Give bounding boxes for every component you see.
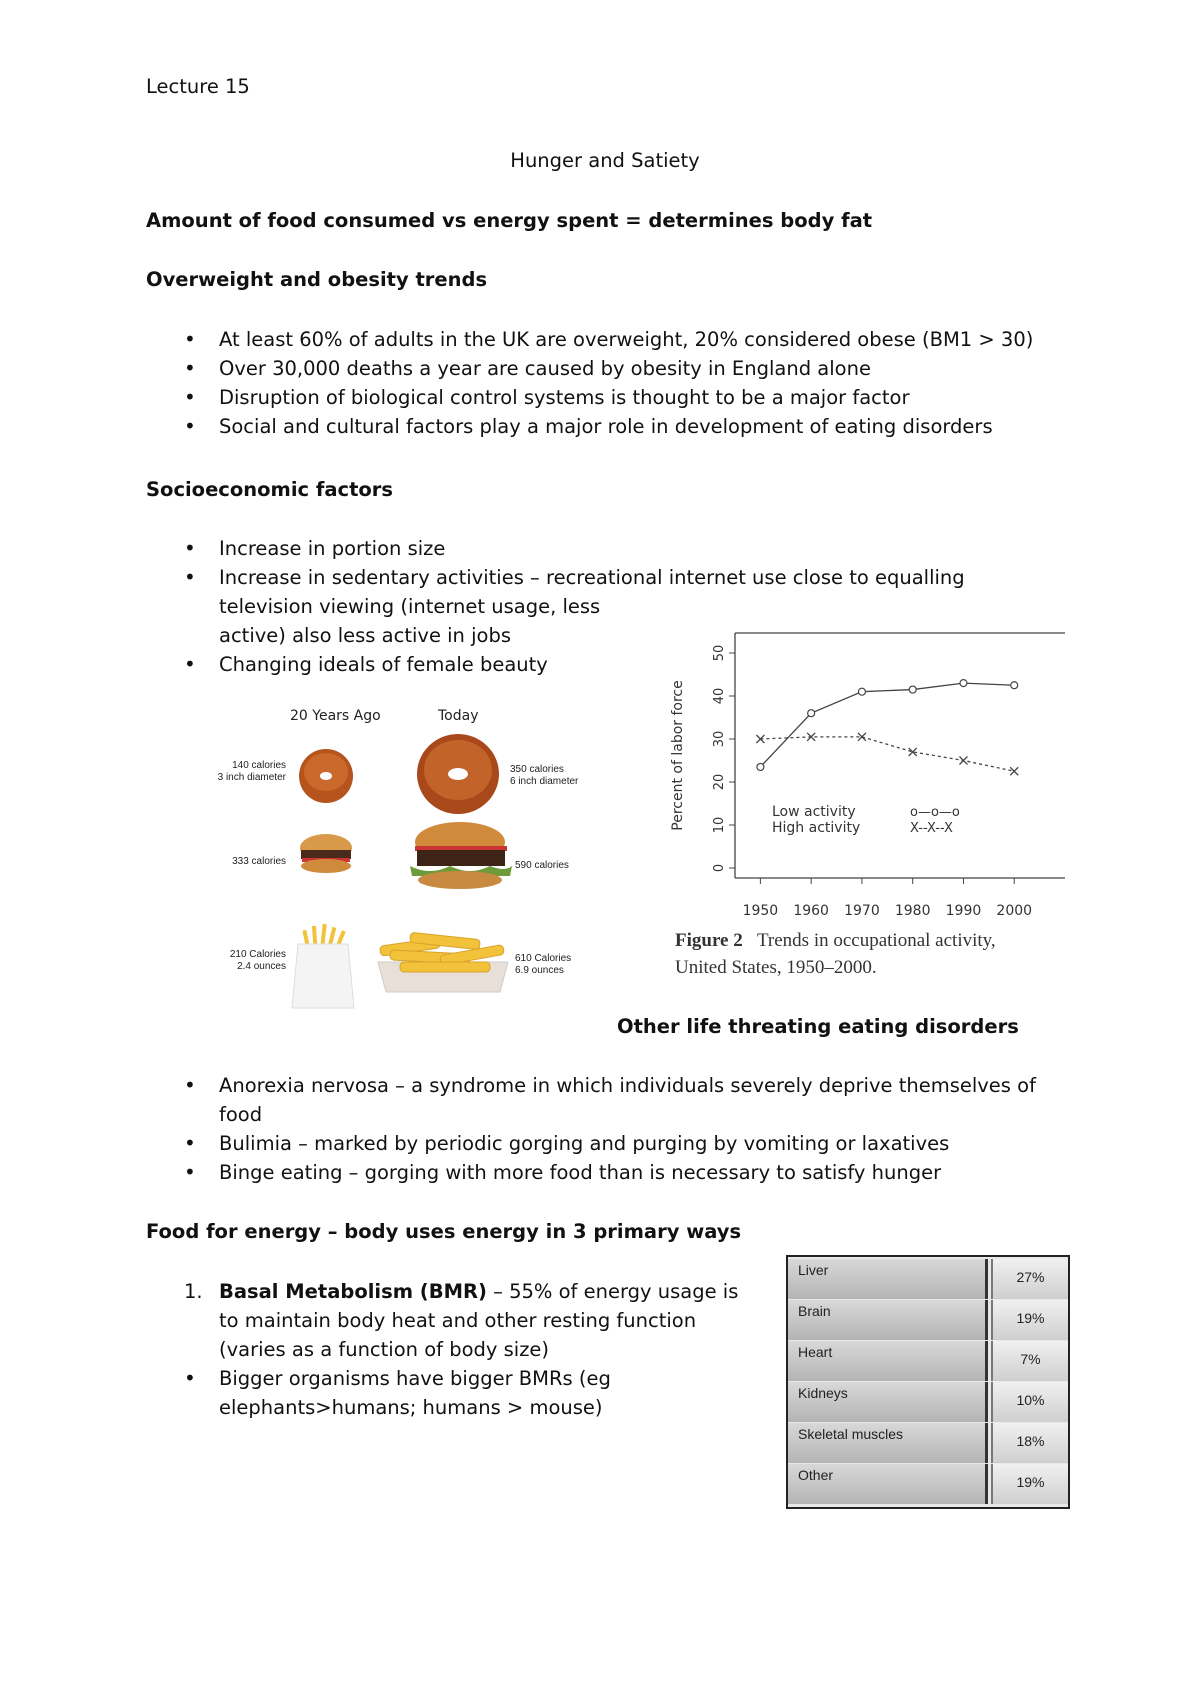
fries-now-caption <box>515 953 571 977</box>
y-tick-label: 10 <box>712 816 727 834</box>
organ-name: Kidneys <box>788 1382 988 1422</box>
food-header-then: 20 Years Ago <box>290 708 381 724</box>
legend-symbol: X--X--X <box>910 821 953 836</box>
data-point <box>858 688 865 695</box>
list-item: • Binge eating – gorging with more food than is necessary to satisfy hunger <box>146 1158 1056 1187</box>
data-point <box>757 763 764 770</box>
list-item: • Over 30,000 deaths a year are caused by obesity in England alone <box>146 354 1066 383</box>
list-item-line: television viewing (internet usage, less <box>219 595 601 618</box>
obesity-trends-list <box>146 325 1066 441</box>
intro-heading: Amount of food consumed vs energy spent = determines body fat <box>146 209 873 232</box>
series-line <box>760 683 1014 767</box>
eating-disorders-heading: Other life threating eating disorders <box>617 1015 1019 1038</box>
fries-then-image <box>292 924 354 1008</box>
fries-then-caption <box>212 949 286 973</box>
list-item: • Increase in portion size <box>146 534 1066 563</box>
food-energy-heading: Food for energy – body uses energy in 3 primary ways <box>146 1220 742 1243</box>
figure-caption <box>675 927 996 981</box>
bagel-now-image <box>417 734 499 814</box>
burger-now-image <box>410 822 512 889</box>
list-item: • Social and cultural factors play a major role in development of eating disorders <box>146 412 1066 441</box>
list-item: • At least 60% of adults in the UK are overweight, 20% considered obese (BM1 > 30) <box>146 325 1066 354</box>
bagel-then-size: 3 inch diameter <box>217 772 286 783</box>
y-axis-label: Percent of labor force <box>670 680 686 831</box>
list-item: • Changing ideals of female beauty <box>146 650 1066 679</box>
fries-now-calories: 610 Calories <box>515 953 572 964</box>
list-item <box>146 1277 756 1364</box>
x-tick-label: 1980 <box>894 903 931 919</box>
list-item-line: active) also less active in jobs <box>219 624 511 647</box>
list-item: • Bigger organisms have bigger BMRs (eg elephants>humans; humans > mouse) <box>146 1364 626 1422</box>
socioeconomic-heading: Socioeconomic factors <box>146 478 394 501</box>
organ-percent: 7% <box>991 1341 1068 1381</box>
x-tick-label: 1990 <box>945 903 982 919</box>
obesity-trends-heading: Overweight and obesity trends <box>146 268 488 291</box>
data-point <box>1011 682 1018 689</box>
page-title: Hunger and Satiety <box>510 149 700 172</box>
data-point <box>808 710 815 717</box>
data-point <box>960 680 967 687</box>
burger-then-caption: 333 calories <box>232 856 286 867</box>
legend-symbol: o—o—o <box>910 805 960 820</box>
figure-label: Figure 2 <box>675 930 743 951</box>
food-header-now: Today <box>438 708 479 724</box>
data-point <box>959 757 967 765</box>
table-row <box>788 1423 1068 1463</box>
fries-now-image <box>378 932 508 992</box>
bagel-then-caption <box>212 760 286 784</box>
fries-then-calories: 210 Calories <box>229 949 286 960</box>
organ-percent: 19% <box>991 1464 1068 1504</box>
bagel-now-caption <box>510 764 578 788</box>
organ-name: Brain <box>788 1300 988 1340</box>
energy-usage-list <box>146 1277 756 1364</box>
eating-disorders-list <box>146 1071 1056 1187</box>
table-row <box>788 1341 1068 1381</box>
fries-then-weight: 2.4 ounces <box>237 961 286 972</box>
bagel-then-image <box>299 749 353 803</box>
list-item: • Bulimia – marked by periodic gorging and purging by vomiting or laxatives <box>146 1129 1056 1158</box>
lecture-label: Lecture 15 <box>146 75 250 98</box>
figure-caption-line-2: United States, 1950–2000. <box>675 957 877 978</box>
organ-name: Other <box>788 1464 988 1504</box>
bagel-then-calories: 140 calories <box>232 760 286 771</box>
organ-energy-table <box>786 1255 1070 1509</box>
bmr-bullets <box>146 1364 626 1422</box>
list-number: 1. <box>184 1280 203 1303</box>
list-item-line: • Increase in sedentary activities – recreational internet use close to equalling <box>219 566 965 589</box>
legend-label: High activity <box>772 820 861 836</box>
x-tick-label: 1970 <box>844 903 880 919</box>
y-tick-label: 30 <box>712 730 727 748</box>
occupational-activity-chart <box>660 620 1080 920</box>
data-point <box>1010 767 1018 775</box>
x-tick-label: 2000 <box>996 903 1033 919</box>
organ-percent: 18% <box>991 1423 1068 1463</box>
organ-percent: 27% <box>991 1259 1068 1299</box>
y-tick-label: 40 <box>712 687 727 705</box>
table-row <box>788 1259 1068 1299</box>
organ-percent: 10% <box>991 1382 1068 1422</box>
table-row <box>788 1300 1068 1340</box>
table-row <box>788 1382 1068 1422</box>
figure-caption-text: Trends in occupational activity, <box>756 930 996 951</box>
table-row <box>788 1464 1068 1504</box>
x-tick-label: 1960 <box>793 903 829 919</box>
data-point <box>909 686 916 693</box>
organ-percent: 19% <box>991 1300 1068 1340</box>
y-tick-label: 50 <box>712 644 727 662</box>
figure-caption-line-1 <box>675 927 996 954</box>
x-tick-label: 1950 <box>742 903 779 919</box>
series-line <box>760 737 1014 771</box>
burger-now-caption: 590 calories <box>515 860 569 871</box>
fries-now-weight: 6.9 ounces <box>515 965 564 976</box>
bagel-now-calories: 350 calories <box>510 764 564 775</box>
bmr-term: Basal Metabolism (BMR) <box>219 1280 487 1303</box>
bagel-now-size: 6 inch diameter <box>510 776 579 787</box>
bmr-description: – 55% of energy usage is to maintain body heat and other resting function (varies as a function of body size) <box>219 1280 739 1361</box>
list-item: • Disruption of biological control systems is thought to be a major factor <box>146 383 1066 412</box>
y-tick-label: 0 <box>712 863 727 873</box>
organ-name: Heart <box>788 1341 988 1381</box>
organ-name: Skeletal muscles <box>788 1423 988 1463</box>
organ-name: Liver <box>788 1259 988 1299</box>
y-tick-label: 20 <box>712 773 727 791</box>
list-item: • Anorexia nervosa – a syndrome in which individuals severely deprive themselves of food <box>146 1071 1056 1129</box>
legend-label: Low activity <box>772 804 856 820</box>
burger-then-image <box>300 834 352 873</box>
